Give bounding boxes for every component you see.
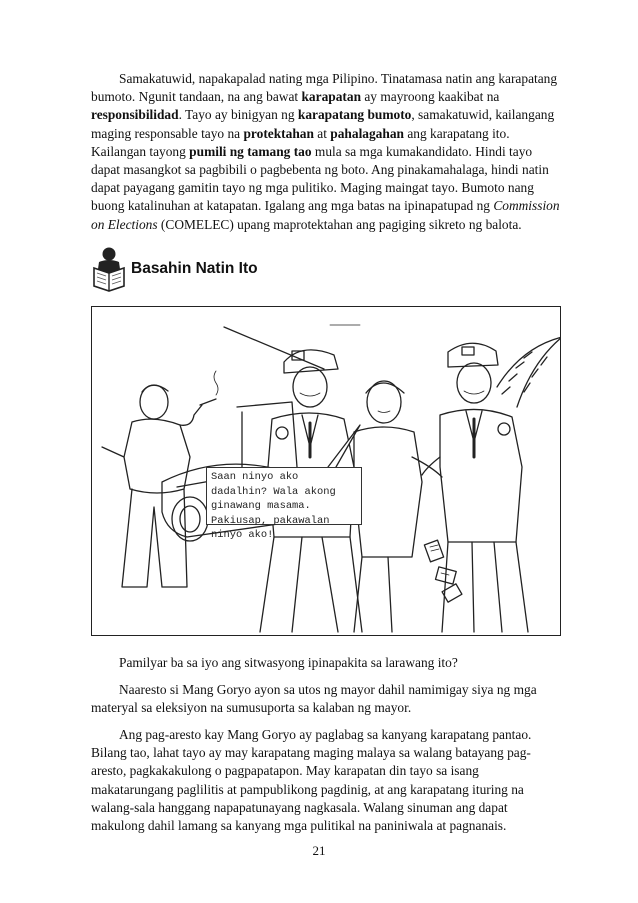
detained-man-goryo (354, 381, 442, 632)
intro-text-2: ay mayroong kaakibat na (361, 89, 500, 105)
speech-pointer (328, 425, 360, 467)
speech-bubble: Saan ninyo ako dadalhin? Wala akong ginawang masama. Pakiusap, pakawalan ninyo ako! (206, 467, 362, 525)
dropped-leaflets (424, 540, 462, 602)
intro-text-3: . Tayo ay binigyan ng (178, 107, 298, 123)
reading-person-icon (91, 246, 127, 292)
keyword-commission-on-elections: Commission on Elections (91, 198, 560, 232)
page-number: 21 (312, 843, 326, 858)
keyword-karapatang-bumoto: karapatang bumoto (297, 107, 412, 123)
background-line (224, 327, 324, 369)
man-smoking (102, 371, 218, 587)
keyword-pumili: pumili ng tamang tao (189, 143, 312, 159)
keyword-responsibilidad: responsibilidad (91, 107, 179, 123)
intro-text-7: mula sa mga kumakandidato. Hindi tayo dapat masangkot sa pagbibili o pagbebenta ng boto. Ang pinakamahalaga, hindi natin dapat payagang gamitin tayo ng mga pulitiko. Maging maingat tayo. Bumoto nang buong katalinuhan at katapatan. Igalang ang mga batas na ipinapatupad ng (91, 143, 549, 214)
intro-text-8: (COMELEC) upang maprotektahan ang pagiging sikreto ng balota. (157, 216, 522, 232)
arrest-illustration (91, 306, 561, 636)
section-heading (91, 246, 391, 296)
keyword-pahalagahan: pahalagahan (330, 125, 404, 141)
body-paragraph-1: Pamilyar ba sa iyo ang sitwasyong ipinapakita sa larawang ito? (119, 655, 458, 670)
keyword-karapatan: karapatan (301, 89, 362, 105)
palm-leaves (497, 337, 561, 407)
intro-text-1: Samakatuwid, napakapalad nating mga Pilipino. Tinatamasa natin ang karapatang bumoto. Ngunit tandaan, na ang bawat (91, 71, 558, 105)
policeman-right (422, 343, 528, 632)
intro-text-6: ang karapatang ito. Kailangan tayong (91, 125, 510, 159)
intro-text-4: , samakatuwid, kailangang maging responsable tayo na (91, 107, 555, 141)
body-paragraph-2: Naaresto si Mang Goryo ayon sa utos ng mayor dahil namimigay siya ng mga materyal sa eleksiyon na sumusuporta sa kalaban ng mayor. (91, 682, 537, 716)
intro-text-5: at (313, 125, 331, 141)
keyword-protektahan: protektahan (243, 125, 314, 141)
intro-paragraph (91, 70, 563, 234)
section-title: Basahin Natin Ito (131, 260, 258, 277)
body-paragraph-3: Ang pag-aresto kay Mang Goryo ay paglabag sa kanyang karapatang pantao. Bilang tao, lahat tayo ay may karapatang maging malaya sa walang batayang pag-aresto, pagkakakulong o pagpapatapon. May karapatan din tayo sa isang makatarungang paglilitis at pampublikong pagdinig, at ang karapatang ituring na walang-sala hanggang napapatunayang nagkasala. Walang sinuman ang dapat makulong dahil lamang sa kanyang mga pulitikal na paniniwala at pagnanais. (91, 727, 532, 834)
